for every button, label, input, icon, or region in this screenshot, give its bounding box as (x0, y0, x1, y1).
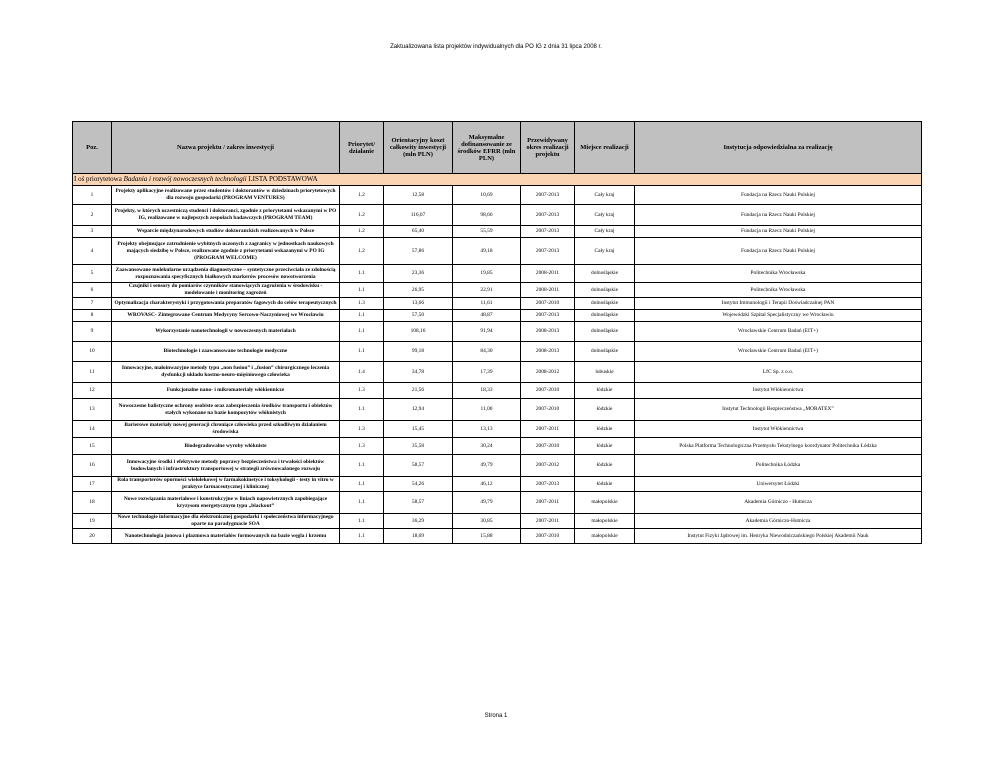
table-row (73, 205, 922, 226)
row-institution: Instytut Włókiennictwa (635, 383, 922, 399)
section-row (73, 174, 922, 186)
table-row (73, 238, 922, 265)
row-project-name: Nowoczesne balistyczne ochrony osobiste oraz zabezpieczenia środków transportu i obiektów stałych wykonane na bazie kompozytów włóknistych (112, 399, 340, 421)
row-place: łódzkie (575, 399, 635, 421)
column-header-institution: Instytucja odpowiedzialna za realizację (635, 122, 922, 174)
row-place: Cały kraj (575, 205, 635, 226)
row-funding: 22,91 (453, 283, 521, 298)
row-period: 2007-2010 (521, 383, 575, 399)
table-row (73, 399, 922, 421)
row-institution: Fundacja na Rzecz Nauki Polskiej (635, 205, 922, 226)
row-period: 2007-2010 (521, 529, 575, 544)
row-institution: LfC Sp. z o.o. (635, 362, 922, 383)
row-funding: 91,94 (453, 322, 521, 342)
column-header-place: Miejsce realizacji (575, 122, 635, 174)
row-position: 13 (73, 399, 112, 421)
row-priority: 1.1 (340, 265, 384, 283)
section-prefix: I oś priorytetowa (74, 175, 124, 183)
row-period: 2008-2011 (521, 265, 575, 283)
column-header-priority: Priorytet/ działanie (340, 122, 384, 174)
row-priority: 1.1 (340, 399, 384, 421)
row-period: 2007-2011 (521, 514, 575, 529)
table-row (73, 529, 922, 544)
row-institution: Politechnika Wrocławska (635, 283, 922, 298)
row-institution: Fundacja na Rzecz Nauki Polskiej (635, 186, 922, 205)
row-place: łódzkie (575, 383, 635, 399)
row-institution: Wojewódzki Szpital Specjalistyczny we Wrocławiu (635, 310, 922, 322)
row-cost: 18,69 (384, 529, 453, 544)
row-priority: 1.3 (340, 438, 384, 455)
row-funding: 98,66 (453, 205, 521, 226)
row-funding: 19,85 (453, 265, 521, 283)
row-priority: 1.2 (340, 226, 384, 238)
row-position: 4 (73, 238, 112, 265)
row-institution: Instytut Technologii Bezpieczeństwa „MORATEX” (635, 399, 922, 421)
row-project-name: WROVASC- Zintegrowane Centrum Medycyny Sercowo-Naczyniowej we Wrocławiu (112, 310, 340, 322)
row-priority: 1.1 (340, 477, 384, 492)
row-institution: Fundacja na Rzecz Nauki Polskiej (635, 226, 922, 238)
row-institution: Politechnika Łódzka (635, 455, 922, 477)
row-cost: 54,26 (384, 477, 453, 492)
row-position: 3 (73, 226, 112, 238)
header-row (73, 122, 922, 174)
row-period: 2007-2010 (521, 399, 575, 421)
row-cost: 99,18 (384, 342, 453, 362)
table-row (73, 310, 922, 322)
row-place: dolnośląskie (575, 265, 635, 283)
row-period: 2008-2013 (521, 322, 575, 342)
row-project-name: Projekty aplikacyjne realizowane przez studentów i doktorantów w dziedzinach priorytetowych dla rozwoju gospodarki (PROGRAM VENTURES) (112, 186, 340, 205)
row-cost: 15,45 (384, 421, 453, 438)
row-priority: 1.1 (340, 514, 384, 529)
row-institution: Polska Platforma Technologiczna Przemysłu Tekstylnego koordynator Politechnika Łódzka (635, 438, 922, 455)
row-cost: 58,57 (384, 455, 453, 477)
row-place: dolnośląskie (575, 283, 635, 298)
row-place: Cały kraj (575, 226, 635, 238)
row-position: 12 (73, 383, 112, 399)
row-funding: 30,24 (453, 438, 521, 455)
row-institution: Akademia Górniczo-Hutnicza (635, 514, 922, 529)
table-row (73, 322, 922, 342)
column-header-name: Nazwa projektu / zakres inwestycji (112, 122, 340, 174)
row-position: 14 (73, 421, 112, 438)
row-cost: 21,56 (384, 383, 453, 399)
table-row (73, 226, 922, 238)
row-institution: Wrocławskie Centrum Badań (EIT+) (635, 342, 922, 362)
table-row (73, 298, 922, 310)
row-project-name: Czujniki i sensory do pomiarów czynników stanowiących zagrożenia w środowisku - modelowanie i monitoring zagrożeń (112, 283, 340, 298)
row-funding: 10,69 (453, 186, 521, 205)
row-period: 2007-2010 (521, 438, 575, 455)
row-place: łódzkie (575, 421, 635, 438)
row-period: 2007-2011 (521, 492, 575, 514)
row-funding: 49,79 (453, 492, 521, 514)
row-position: 1 (73, 186, 112, 205)
row-institution: Akademia Górniczo - Hutnicza (635, 492, 922, 514)
row-period: 2007-2012 (521, 455, 575, 477)
row-cost: 57,50 (384, 310, 453, 322)
page-header: Zaktualizowana lista projektów indywidualnych dla PO IG z dnia 31 lipca 2008 r. (390, 44, 602, 50)
row-project-name: Funkcjonalne nano- i mikromateriały włókiennicze (112, 383, 340, 399)
row-place: łódzkie (575, 455, 635, 477)
row-institution: Uniwersytet Łódzki (635, 477, 922, 492)
row-priority: 1.1 (340, 529, 384, 544)
row-place: łódzkie (575, 438, 635, 455)
row-period: 2007-2013 (521, 477, 575, 492)
row-funding: 11,61 (453, 298, 521, 310)
row-cost: 65,40 (384, 226, 453, 238)
row-position: 17 (73, 477, 112, 492)
row-cost: 13,66 (384, 298, 453, 310)
row-project-name: Barierowe materiały nowej generacji chroniące człowieka przed szkodliwym działaniem środowiska (112, 421, 340, 438)
column-header-funding: Maksymalne dofinansowanie ze środków EFRR (mln PLN) (453, 122, 521, 174)
table-row (73, 265, 922, 283)
row-place: Cały kraj (575, 238, 635, 265)
row-position: 18 (73, 492, 112, 514)
row-priority: 1.1 (340, 492, 384, 514)
row-cost: 116,07 (384, 205, 453, 226)
row-priority: 1.1 (340, 322, 384, 342)
row-project-name: Innowacyjne, małoinwazyjne metody typu „non fusion” i „fusion” chirurgicznego leczenia dysfunkcji układu kostno-neuro-mięśniowego człowieka (112, 362, 340, 383)
row-cost: 35,58 (384, 438, 453, 455)
column-header-position: Poz. (73, 122, 112, 174)
row-place: lubuskie (575, 362, 635, 383)
row-project-name: Wsparcie międzynarodowych studiów doktoranckich realizowanych w Polsce (112, 226, 340, 238)
row-period: 2007-2013 (521, 310, 575, 322)
row-place: Cały kraj (575, 186, 635, 205)
row-funding: 55,59 (453, 226, 521, 238)
table-row (73, 186, 922, 205)
row-funding: 84,30 (453, 342, 521, 362)
row-period: 2008-2012 (521, 362, 575, 383)
row-priority: 1.1 (340, 342, 384, 362)
row-project-name: Biodegradowalne wyroby włókniste (112, 438, 340, 455)
row-place: małopolskie (575, 492, 635, 514)
row-place: dolnośląskie (575, 310, 635, 322)
row-project-name: Nowe rozwiązania materiałowe i konstrukcyjne w liniach napowietrznych zapobiegające kryzysom energetycznym typu „blackout” (112, 492, 340, 514)
row-position: 16 (73, 455, 112, 477)
row-priority: 1.1 (340, 455, 384, 477)
row-place: małopolskie (575, 529, 635, 544)
row-cost: 12,58 (384, 186, 453, 205)
table-row (73, 477, 922, 492)
row-project-name: Nanotechnologia jonowa i plazmowa materiałów formowanych na bazie węgla i krzemu (112, 529, 340, 544)
row-priority: 1.1 (340, 283, 384, 298)
row-position: 5 (73, 265, 112, 283)
row-cost: 108,16 (384, 322, 453, 342)
row-project-name: Rola transporterów oporności wielolekowej w farmakokinetyce i toksykologii - testy in vitro w praktyce farmaceutycznej i klinicznej (112, 477, 340, 492)
row-period: 2008-2013 (521, 342, 575, 362)
projects-table (72, 121, 922, 544)
row-funding: 46,12 (453, 477, 521, 492)
row-priority: 1.3 (340, 421, 384, 438)
row-funding: 15,88 (453, 529, 521, 544)
table-row (73, 362, 922, 383)
row-funding: 48,87 (453, 310, 521, 322)
row-priority: 1.2 (340, 238, 384, 265)
table-row (73, 438, 922, 455)
row-period: 2007-2011 (521, 421, 575, 438)
table-row (73, 455, 922, 477)
row-period: 2007-2010 (521, 298, 575, 310)
row-position: 20 (73, 529, 112, 544)
row-institution: Instytut Włókiennictwa (635, 421, 922, 438)
row-position: 6 (73, 283, 112, 298)
column-header-cost: Orientacyjny koszt całkowity inwestycji (mln PLN) (384, 122, 453, 174)
row-period: 2007-2013 (521, 186, 575, 205)
row-place: łódzkie (575, 477, 635, 492)
row-position: 8 (73, 310, 112, 322)
page-footer: Strona 1 (484, 713, 508, 719)
row-position: 15 (73, 438, 112, 455)
row-priority: 1.4 (340, 362, 384, 383)
table-row (73, 283, 922, 298)
row-funding: 11,00 (453, 399, 521, 421)
row-position: 19 (73, 514, 112, 529)
row-priority: 1.2 (340, 205, 384, 226)
row-funding: 13,13 (453, 421, 521, 438)
row-cost: 12,94 (384, 399, 453, 421)
table-row (73, 492, 922, 514)
row-cost: 23,36 (384, 265, 453, 283)
row-period: 2007-2013 (521, 226, 575, 238)
row-project-name: Biotechnologie i zaawansowane technologie medyczne (112, 342, 340, 362)
row-cost: 34,78 (384, 362, 453, 383)
row-position: 10 (73, 342, 112, 362)
row-funding: 17,39 (453, 362, 521, 383)
row-place: małopolskie (575, 514, 635, 529)
row-position: 7 (73, 298, 112, 310)
row-project-name: Wykorzystanie nanotechnologii w nowoczesnych materiałach (112, 322, 340, 342)
row-project-name: Optymalizacja charakterystyki i przygotowania preparatów fagowych do celów terapeutycznych (112, 298, 340, 310)
row-funding: 30,85 (453, 514, 521, 529)
row-project-name: Zaawansowane molekularne urządzenia diagnostyczne – syntetyczne przeciwciała ze zdolnością rozpoznawania specyficznych białkowych markerów procesów nowotworzenia (112, 265, 340, 283)
table-row (73, 383, 922, 399)
row-institution: Instytut Fizyki Jądrowej im. Henryka Niewodniczańskiego Polskiej Akademii Nauk (635, 529, 922, 544)
row-position: 11 (73, 362, 112, 383)
row-funding: 49,79 (453, 455, 521, 477)
row-funding: 49,18 (453, 238, 521, 265)
row-institution: Politechnika Wrocławska (635, 265, 922, 283)
row-project-name: Innowacyjne środki i efektywne metody poprawy bezpieczeństwa i trwałości obiektów budowlanych i infrastruktury transportowej w strategii zrównoważonego rozwoju (112, 455, 340, 477)
row-priority: 1.3 (340, 298, 384, 310)
row-cost: 58,57 (384, 492, 453, 514)
table-row (73, 342, 922, 362)
row-institution: Instytut Immunologii i Terapii Doświadczalnej PAN (635, 298, 922, 310)
row-project-name: Nowe technologie informacyjne dla elektronicznej gospodarki i społeczeństwa informacyjnego oparte na paradygmacie SOA (112, 514, 340, 529)
row-priority: 1.1 (340, 310, 384, 322)
row-place: dolnośląskie (575, 342, 635, 362)
row-cost: 57,86 (384, 238, 453, 265)
table-row (73, 421, 922, 438)
row-cost: 36,29 (384, 514, 453, 529)
column-header-period: Przewidywany okres realizacji projektu (521, 122, 575, 174)
row-priority: 1.3 (340, 383, 384, 399)
row-institution: Fundacja na Rzecz Nauki Polskiej (635, 238, 922, 265)
row-project-name: Projekty, w których uczestniczą studenci i doktoranci, zgodnie z priorytetami wskazanymi w PO IG, realizowane w najlepszych zespołach badawczych (PROGRAM TEAM) (112, 205, 340, 226)
row-period: 2008-2011 (521, 283, 575, 298)
row-cost: 26,95 (384, 283, 453, 298)
row-period: 2007-2013 (521, 205, 575, 226)
section-title (73, 174, 922, 186)
table-row (73, 514, 922, 529)
row-institution: Wrocławskie Centrum Badań (EIT+) (635, 322, 922, 342)
row-priority: 1.2 (340, 186, 384, 205)
row-funding: 18,33 (453, 383, 521, 399)
section-italic: Badania i rozwój nowoczesnych technologii (123, 175, 247, 183)
row-place: dolnośląskie (575, 322, 635, 342)
row-position: 9 (73, 322, 112, 342)
section-suffix: LISTA PODSTAWOWA (246, 175, 318, 183)
row-project-name: Projekty obejmujące zatrudnienie wybitnych uczonych z zagranicy w jednostkach naukowych mających siedzibę w Polsce, realizowane zgodnie z priorytetami wskazanymi w PO IG (PROGRAM WELCOME) (112, 238, 340, 265)
row-period: 2007-2013 (521, 238, 575, 265)
row-place: dolnośląskie (575, 298, 635, 310)
row-position: 2 (73, 205, 112, 226)
